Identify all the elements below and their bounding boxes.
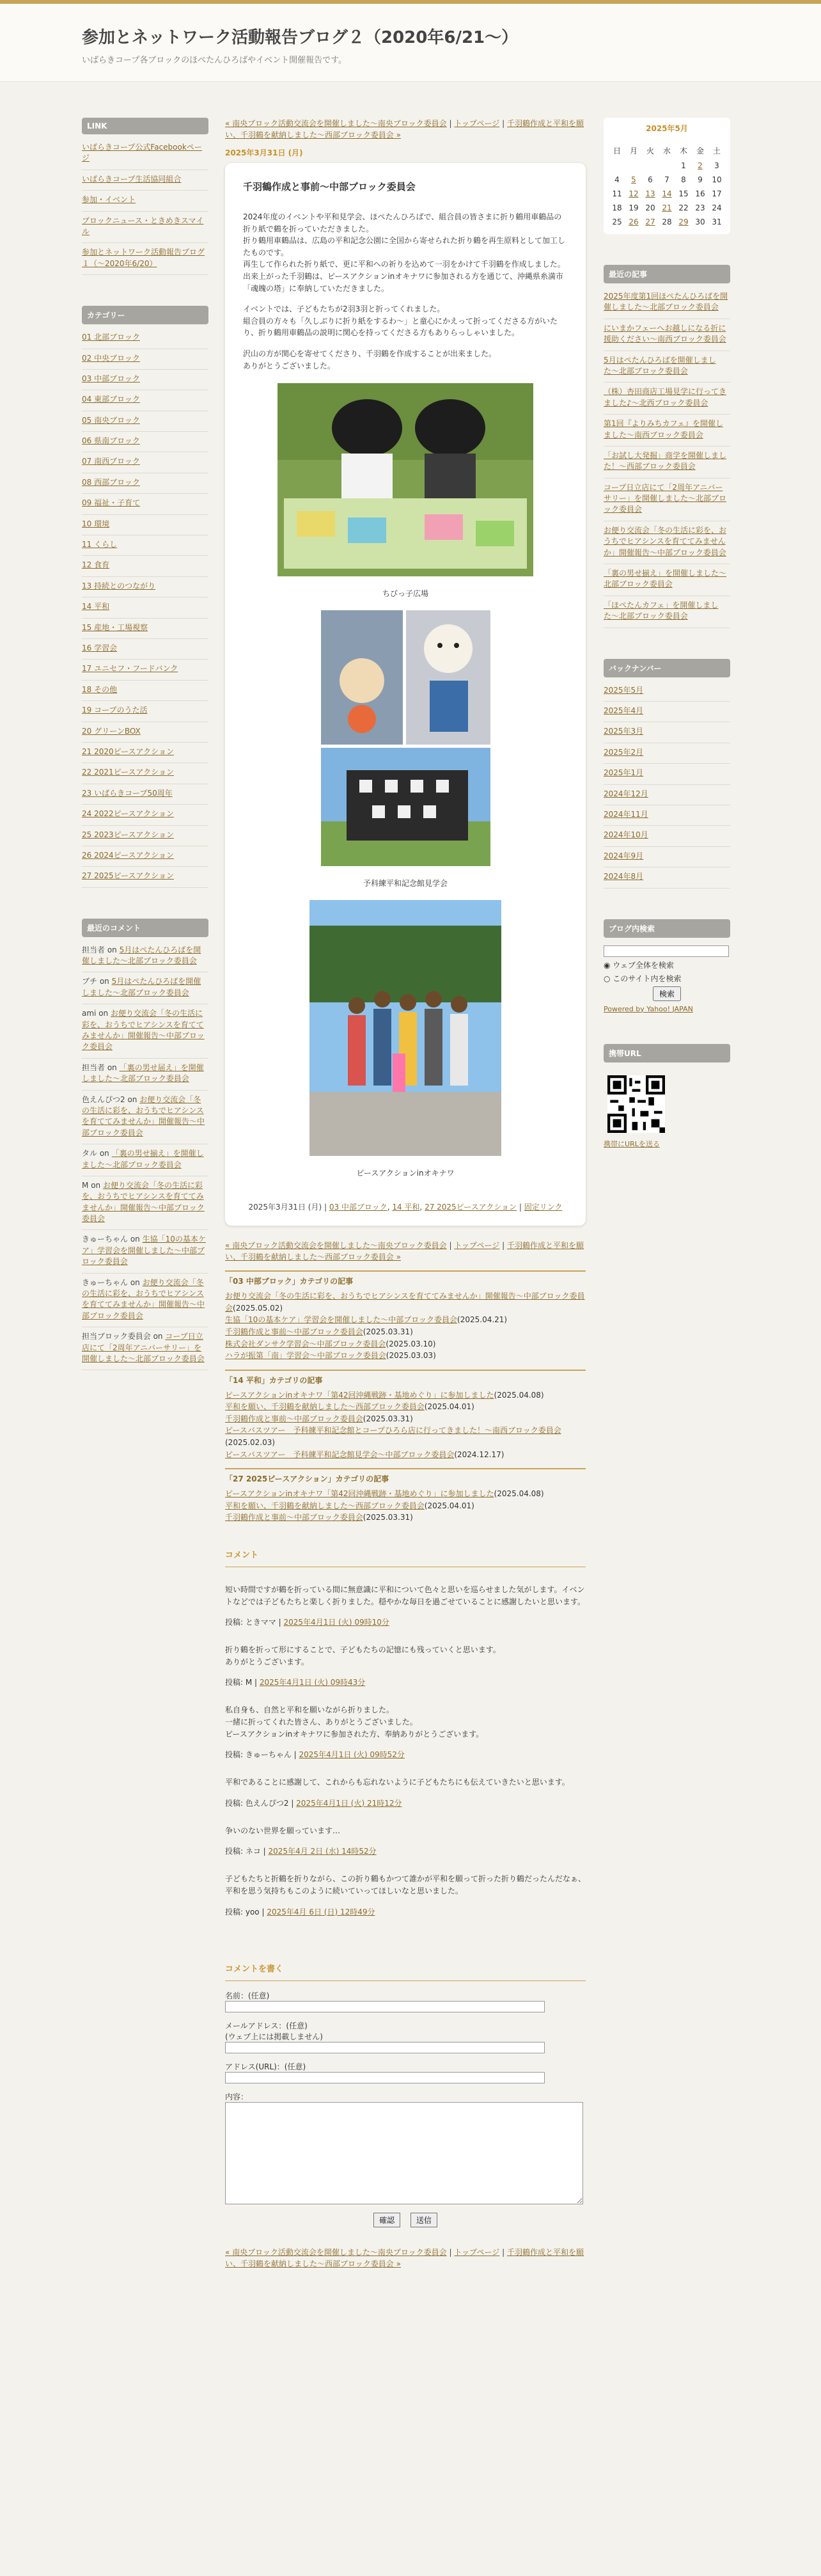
left-sidebar — [82, 118, 208, 1401]
calendar-day[interactable]: 26 — [629, 217, 639, 226]
category-article-lists — [225, 1270, 586, 1524]
send-mobile-url-link[interactable]: 携帯にURLを送る — [604, 1139, 660, 1148]
calendar-day: 24 — [712, 203, 722, 212]
top-page-link[interactable]: トップページ — [454, 2247, 500, 2257]
calendar-day[interactable]: 14 — [662, 189, 672, 198]
nav-separator: | — [446, 119, 455, 128]
mobile-url-heading: 携帯URL — [604, 1044, 730, 1063]
category-link[interactable]: 27 2025ピースアクション — [82, 867, 208, 887]
comment-body-field[interactable] — [225, 2102, 583, 2204]
comment-author: 担当者 — [82, 1063, 106, 1072]
calendar-day: 3 — [714, 161, 719, 170]
recent-comment-item — [82, 941, 208, 973]
calendar-weekday: 土 — [712, 146, 721, 155]
comment-timestamp-link[interactable]: 2025年4月 2日 (水) 14時52分 — [268, 1847, 377, 1856]
recent-post-link[interactable]: 2025年度第1回ほぺたんひろばを開催しました〜北部ブロック委員会 — [604, 287, 730, 319]
comment-author: タル — [82, 1149, 98, 1158]
category-name-link[interactable]: 「14 平和」 — [225, 1375, 269, 1385]
calendar-weekday: 月 — [629, 146, 637, 155]
comment-form — [225, 1990, 586, 2227]
category-link[interactable]: 19 コープのうた活 — [82, 701, 208, 722]
category-link[interactable]: 10 環境 — [82, 515, 208, 535]
calendar-day: 25 — [612, 217, 622, 226]
next-post-link[interactable]: 千羽鶴作成と平和を願い、千羽鶴を献納しました〜西部ブロック委員会 » — [225, 119, 584, 139]
prev-post-link[interactable]: « 南央ブロック活動交流会を開催しました〜南央ブロック委員会 — [225, 2247, 447, 2257]
recent-post-link[interactable]: 「お試し大発掘」商学を開催しました！〜西部ブロック委員会 — [604, 446, 730, 478]
category-article-date: (2025.03.31) — [363, 1513, 413, 1522]
recent-post-link[interactable]: 「裏の男せ揃え」を開催しました〜北部ブロック委員会 — [604, 564, 730, 596]
calendar-day: 19 — [629, 203, 639, 212]
search-button[interactable]: 検索 — [653, 986, 681, 1001]
site-header — [0, 4, 821, 82]
category-article-link[interactable]: 千羽鶴作成と事前〜中部ブロック委員会 — [225, 1414, 363, 1423]
url-label: アドレス(URL)：(任意) — [225, 2062, 306, 2071]
category-article-date: (2025.03.03) — [386, 1351, 436, 1361]
recent-posts-heading: 最近の記事 — [604, 265, 730, 283]
nav-separator: | — [446, 1241, 455, 1251]
confirm-button[interactable]: 確認 — [373, 2213, 400, 2227]
category-article-date: (2025.04.01) — [424, 1501, 474, 1510]
comment-author: 投稿: M — [225, 1678, 253, 1687]
category-suffix: カテゴリの記事 — [299, 1277, 354, 1286]
blog-search-box — [604, 919, 730, 1013]
comment-author: 投稿: yoo — [225, 1907, 260, 1916]
comment-timestamp-link[interactable]: 2025年4月1日 (火) 09時52分 — [299, 1750, 405, 1760]
comment-post-link[interactable]: お便り交流会「冬の生活に彩を、おうちでヒアシンスを育ててみませんか」開催報告〜中部ブロック委員会 — [82, 1180, 205, 1224]
body-label: 内容： — [225, 2092, 249, 2101]
prev-post-link[interactable]: « 南央ブロック活動交流会を開催しました〜南央ブロック委員会 — [225, 119, 447, 128]
calendar-day — [609, 159, 625, 173]
main-content — [225, 118, 586, 2270]
sidebar-link[interactable]: いばらきコープ公式Facebookページ — [82, 138, 208, 170]
calendar-day: 9 — [698, 175, 703, 184]
entry-footer: 2025年3月31日 (月) | 03 中部ブロック, 14 平和, 27 2025ピースアクション | 固定リンク — [248, 1203, 563, 1212]
calendar-day: 8 — [681, 175, 686, 184]
category-article-date: (2025.03.31) — [363, 1414, 413, 1423]
search-scope-web[interactable]: ◉ ウェブ全体を検索 — [604, 960, 674, 970]
calendar-day: 10 — [712, 175, 722, 184]
category-article-item — [225, 1512, 586, 1524]
calendar-day: 20 — [645, 203, 655, 212]
backnumber-box — [604, 659, 730, 889]
calendar-day[interactable]: 29 — [678, 217, 689, 226]
link-box-heading: LINK — [82, 118, 208, 134]
calendar-weekday: 木 — [679, 146, 687, 155]
calendar-day: 1 — [681, 161, 686, 170]
calendar-weekday: 金 — [696, 146, 704, 155]
comment-post-link[interactable]: 5月はぺたんひろばを開催しました〜北部ブロック委員会 — [82, 977, 201, 997]
category-link[interactable]: 17 ユニセフ・フードバンク — [82, 660, 208, 680]
category-suffix: カテゴリの記事 — [335, 1474, 389, 1484]
category-article-item — [225, 1338, 586, 1350]
backnumber-list — [604, 681, 730, 889]
comment-on: on — [107, 1063, 117, 1072]
calendar-day: 22 — [678, 203, 689, 212]
category-link[interactable]: 14 平和 — [82, 597, 208, 618]
calendar-day: 4 — [614, 175, 620, 184]
calendar-day[interactable]: 5 — [631, 175, 636, 184]
email-note: (ウェブ上には掲載しません) — [225, 2032, 323, 2041]
comment-on: on — [98, 1009, 109, 1018]
comment-on: on — [99, 977, 109, 986]
category-article-item — [225, 1290, 586, 1314]
category-link[interactable]: 13 持続とのつながり — [82, 577, 208, 597]
sidebar-link[interactable]: いばらきコープ生活協同組合 — [82, 170, 208, 191]
comment-timestamp-link[interactable]: 2025年4月 6日 (日) 12時49分 — [267, 1907, 375, 1916]
prev-post-link[interactable]: « 南央ブロック活動交流会を開催しました〜南央ブロック委員会 — [225, 1241, 447, 1251]
comment-text: 折り鶴を折って形にすることで、子どもたちの記憶にも残っていくと思います。 ありがとうございます。 — [225, 1645, 501, 1666]
calendar-title: 2025年5月 — [646, 124, 688, 133]
backnumber-link[interactable]: 2025年5月 — [604, 681, 730, 702]
comment-form-heading: コメントを書く — [225, 1962, 586, 1981]
mobile-url-box — [604, 1044, 730, 1149]
category-article-link[interactable]: 千羽鶴作成と事前〜中部ブロック委員会 — [225, 1513, 363, 1522]
calendar-day: 31 — [712, 217, 722, 226]
recent-post-link[interactable]: 5月はぺたんひろばを開催しました〜北部ブロック委員会 — [604, 351, 730, 383]
category-article-title — [225, 1473, 586, 1484]
category-article-date: (2025.04.08) — [494, 1390, 544, 1400]
sidebar-link[interactable]: ブロックニュース・ときめきスマイル — [82, 212, 208, 244]
comment-post-link[interactable]: コープ日立店にて「2周年アニバーサリー」を開催しました〜北部ブロック委員会 — [82, 1332, 205, 1363]
qr-code-icon — [607, 1075, 665, 1133]
backnumber-link[interactable]: 2025年1月 — [604, 764, 730, 784]
calendar-day: 7 — [664, 175, 669, 184]
recent-comment-item — [82, 1274, 208, 1328]
calendar-day — [659, 159, 675, 173]
category-link[interactable]: 02 中央ブロック — [82, 349, 208, 370]
comment-on: on — [91, 1180, 101, 1190]
recent-posts-list — [604, 287, 730, 628]
entry-date-header: 2025年3月31日 (月) — [225, 148, 303, 157]
category-article-date: (2025.03.10) — [386, 1339, 436, 1348]
backnumber-heading: バックナンバー — [604, 659, 730, 677]
comment-text: 私自身も、自然と平和を願いながら折りました。 一緒に折ってくれた皆さん、ありがとうございました。 ピースアクションinオキナワに参加された方、奉納ありがとうございます。 — [225, 1705, 484, 1739]
calendar-day: 30 — [695, 217, 705, 226]
calendar-weekday: 火 — [646, 146, 654, 155]
comment-author: きゅーちゃん — [82, 1235, 129, 1244]
category-article-title — [225, 1276, 586, 1286]
comment-text: 平和であることに感謝して、これからも忘れないように子どもたちにも伝えていきたいと思います。 — [225, 1778, 570, 1787]
category-article-date: (2025.04.08) — [494, 1489, 544, 1499]
category-link[interactable]: 24 2022ピースアクション — [82, 805, 208, 825]
comment-post-link[interactable]: 生協「10の基本ケア」学習会を開催しました〜中部ブロック委員会 — [82, 1235, 206, 1267]
category-link[interactable]: 07 南西ブロック — [82, 452, 208, 473]
category-article-link[interactable]: 平和を願い、千羽鶴を献納しました〜西部ブロック委員会 — [225, 1501, 425, 1510]
calendar-day: 17 — [712, 189, 722, 198]
category-article-item — [225, 1314, 586, 1326]
category-list — [82, 328, 208, 888]
category-article-date: (2025.04.21) — [457, 1315, 508, 1325]
comment-author: 投稿: ネコ — [225, 1847, 261, 1856]
comment-author: M — [82, 1180, 89, 1190]
category-article-block — [225, 1370, 586, 1461]
calendar-day: 16 — [695, 189, 705, 198]
category-article-date: (2025.03.31) — [363, 1327, 413, 1336]
sidebar-link[interactable]: 参加・イベント — [82, 191, 208, 211]
category-article-item — [225, 1500, 586, 1512]
name-label: 名前：(任意) — [225, 1991, 270, 2000]
comment-post-link[interactable]: お便り交流会「冬の生活に彩を、おうちでヒアシンスを育ててみませんか」開催報告〜中部ブロック委員会 — [82, 1277, 205, 1320]
backnumber-link[interactable]: 2024年10月 — [604, 826, 730, 846]
category-link[interactable]: 20 グリーンBOX — [82, 722, 208, 743]
comment-on: on — [99, 1149, 109, 1158]
recent-post-link[interactable]: にいまかフェーへお越しになる折に援助ください〜南西ブロック委員会 — [604, 319, 730, 351]
category-link[interactable]: 04 東部ブロック — [82, 390, 208, 411]
post-nav-top — [225, 118, 586, 141]
category-box — [82, 306, 208, 888]
comment-post-link[interactable]: 5月はぺたんひろばを開催しました〜北部ブロック委員会 — [82, 945, 201, 966]
entry-card — [225, 163, 586, 1226]
category-article-date: (2024.12.17) — [454, 1450, 504, 1459]
comment-author: 投稿: ときママ — [225, 1618, 276, 1627]
comment-timestamp-link[interactable]: 2025年4月1日 (火) 21時12分 — [296, 1798, 402, 1808]
category-article-item — [225, 1413, 586, 1425]
category-link[interactable]: 05 南央ブロック — [82, 411, 208, 432]
category-link[interactable]: 16 学習会 — [82, 639, 208, 660]
entry-category-link[interactable]: 27 2025ピースアクション — [425, 1203, 517, 1212]
nav-separator: | — [499, 119, 507, 128]
post-nav-footer — [225, 2247, 586, 2270]
category-link[interactable]: 18 その他 — [82, 681, 208, 701]
url-field[interactable] — [225, 2072, 545, 2083]
comment-author: 担当ブロック委員会 — [82, 1332, 151, 1341]
comment-meta: 投稿: 色えんぴつ2 | 2025年4月1日 (火) 21時12分 — [225, 1798, 402, 1808]
entry-category-link[interactable]: 14 平和 — [392, 1203, 420, 1212]
category-article-date: (2025.02.03) — [225, 1438, 276, 1448]
recent-comment-item — [82, 1004, 208, 1059]
category-article-link[interactable]: 株式会社ダンサク学習会〜中部ブロック委員会 — [225, 1339, 386, 1348]
category-article-item — [225, 1350, 586, 1362]
calendar-day[interactable]: 12 — [629, 189, 639, 198]
photo-caption: ピースアクションinオキナワ — [356, 1169, 455, 1178]
recent-comment-item — [82, 972, 208, 1004]
calendar-day: 15 — [678, 189, 689, 198]
calendar-weekday: 水 — [662, 146, 671, 155]
recent-post-link[interactable]: 第1回『よりみちカフェ』を開催しました〜南西ブロック委員会 — [604, 415, 730, 446]
category-link[interactable]: 01 北部ブロック — [82, 328, 208, 349]
backnumber-link[interactable]: 2025年3月 — [604, 722, 730, 743]
comment-on: on — [107, 945, 117, 954]
calendar-day[interactable]: 21 — [662, 203, 672, 212]
category-suffix: カテゴリの記事 — [269, 1375, 323, 1385]
category-article-item — [225, 1389, 586, 1402]
category-article-link[interactable]: 生協「10の基本ケア」学習会を開催しました〜中部ブロック委員会 — [225, 1315, 458, 1325]
backnumber-link[interactable]: 2025年2月 — [604, 743, 730, 764]
photo-okinawa-group[interactable] — [309, 900, 501, 1156]
calendar-day — [625, 159, 642, 173]
comment-meta: 投稿: きゅーちゃん | 2025年4月1日 (火) 09時52分 — [225, 1750, 405, 1760]
backnumber-link[interactable]: 2024年8月 — [604, 867, 730, 888]
recent-comments-box — [82, 919, 208, 1371]
permalink[interactable]: 固定リンク — [524, 1203, 563, 1212]
entry-title: 千羽鶴作成と事前〜中部ブロック委員会 — [243, 181, 416, 193]
blog-search-heading: ブログ内検索 — [604, 919, 730, 938]
calendar-day[interactable]: 2 — [698, 161, 703, 170]
calendar-weekday: 日 — [613, 146, 621, 155]
category-article-link[interactable]: ピースアクションinオキナワ「第42回沖縄戦跡・基地めぐり」に参加しました — [225, 1489, 494, 1499]
category-name-link[interactable]: 「03 中部ブロック」 — [225, 1277, 300, 1286]
recent-comments-list — [82, 941, 208, 1371]
calendar — [604, 118, 730, 234]
category-article-item — [225, 1326, 586, 1338]
photo-collage-museum[interactable] — [321, 610, 490, 866]
recent-comment-item — [82, 1144, 208, 1176]
recent-comments-heading: 最近のコメント — [82, 919, 208, 937]
top-page-link[interactable]: トップページ — [454, 1241, 500, 1251]
category-link[interactable]: 23 いばらきコープ50周年 — [82, 784, 208, 805]
recent-post-link[interactable]: （株）杏田商店工場見学に行ってきました♪〜北西ブロック委員会 — [604, 383, 730, 415]
comment-text: 子どもたちと折鶴を折りながら、この折り鶴もかつて誰かが平和を願って折った折り鶴だったんだなぁ、平和を思う気持ちもこのように続いていってほしいなと思いました。 — [225, 1874, 586, 1895]
category-article-item — [225, 1425, 586, 1448]
calendar-table — [609, 143, 725, 229]
category-link[interactable]: 06 県南ブロック — [82, 432, 208, 452]
backnumber-link[interactable]: 2025年4月 — [604, 702, 730, 722]
calendar-day[interactable]: 13 — [645, 189, 655, 198]
comment-author: ブチ — [82, 977, 98, 986]
link-box — [82, 118, 208, 275]
category-article-date: (2025.05.02) — [233, 1303, 283, 1313]
comment-meta: 投稿: ネコ | 2025年4月 2日 (水) 14時52分 — [225, 1847, 377, 1856]
email-field[interactable] — [225, 2042, 545, 2053]
calendar-day: 28 — [662, 217, 672, 226]
next-post-link[interactable]: 千羽鶴作成と平和を願い、千羽鶴を献納しました〜西部ブロック委員会 » — [225, 2247, 584, 2268]
backnumber-link[interactable]: 2024年12月 — [604, 785, 730, 805]
category-article-link[interactable]: ピースアクションinオキナワ「第42回沖縄戦跡・基地めぐり」に参加しました — [225, 1390, 494, 1400]
recent-posts-box — [604, 265, 730, 628]
recent-comment-item — [82, 1176, 208, 1231]
comment-post-link[interactable]: 「裏の男せ届え」を開催しました〜北部ブロック委員会 — [82, 1063, 204, 1084]
entry-paragraph: 2024年度のイベントや平和見学会、ほぺたんひろばで、組合員の皆さまに折り鶴用車鶴品の折り紙で鶴を折っていただきました。 折り鶴用車鶴品は、広島の平和記念公園に全国から寄せられた折り鶴を再生原料として加工したものです。 再生して作られた折り紙で、更に平和への祈りを込めて一羽をかけて千羽鶴を作成しました。 出来上がった千羽鶴は、ピースアクションinオキナワに参加される方を通じて、沖縄県糸満市「魂魄の塔」に奉納していただきました。 — [243, 212, 566, 293]
calendar-day: 11 — [612, 189, 622, 198]
recent-comment-item — [82, 1059, 208, 1091]
comment-timestamp-link[interactable]: 2025年4月1日 (火) 09時10分 — [283, 1618, 389, 1627]
category-box-heading: カテゴリー — [82, 306, 208, 324]
right-sidebar — [604, 118, 730, 1180]
nav-separator: | — [499, 1241, 507, 1251]
search-scope-site-label: このサイト内を検索 — [613, 974, 682, 983]
comment-on: on — [127, 1094, 137, 1104]
category-article-title — [225, 1375, 586, 1386]
nav-separator: | — [446, 2247, 455, 2257]
category-article-link[interactable]: 平和を願い、千羽鶴を献納しました〜西部ブロック委員会 — [225, 1402, 425, 1412]
recent-comment-item — [82, 1091, 208, 1145]
recent-comment-item — [82, 1230, 208, 1273]
category-article-link[interactable]: お便り交流会「冬の生活に彩を、おうちでヒアシンスを育ててみませんか」開催報告〜中部ブロック委員会 — [225, 1292, 585, 1313]
recent-post-link[interactable]: お便り交流会「冬の生活に彩を、おうちでヒアシンスを育ててみませんか」開催報告〜中部ブロック委員会 — [604, 521, 730, 564]
category-link[interactable]: 26 2024ピースアクション — [82, 846, 208, 867]
yahoo-powered-link[interactable]: Powered by Yahoo! JAPAN — [604, 1004, 693, 1013]
comment-text: 争いのない世界を願っています… — [225, 1826, 341, 1835]
category-article-link[interactable]: ハラが振第「南」学習会〜中部ブロック委員会 — [225, 1351, 386, 1361]
comment-author: ami — [82, 1009, 97, 1018]
category-article-link[interactable]: 千羽鶴作成と事前〜中部ブロック委員会 — [225, 1327, 363, 1336]
photo-kids-folding-cranes[interactable] — [278, 383, 533, 576]
post-nav-bottom — [225, 1240, 586, 1263]
category-link[interactable]: 08 西部ブロック — [82, 473, 208, 494]
category-link[interactable]: 11 くらし — [82, 535, 208, 556]
comment-post-link[interactable]: お便り交流会「冬の生活に彩を、おうちでヒアシンスを育ててみませんか」開催報告〜中部ブロック委員会 — [82, 1094, 205, 1137]
calendar-day: 18 — [612, 203, 622, 212]
top-page-link[interactable]: トップページ — [454, 119, 500, 128]
comment-meta: 投稿: yoo | 2025年4月 6日 (日) 12時49分 — [225, 1907, 375, 1916]
recent-post-link[interactable]: コープ日立店にて「2周年アニバーサリー」を開催しました〜北部ブロック委員会 — [604, 478, 730, 521]
comment-post-link[interactable]: 「裏の男せ揃え」を開催しました〜北部ブロック委員会 — [82, 1149, 204, 1169]
category-link[interactable]: 21 2020ピースアクション — [82, 743, 208, 763]
category-article-link[interactable]: ピースバスツアー 予科練平和記念館とコープひろら店に行ってきました！〜南西ブロック委員会 — [225, 1426, 561, 1435]
entry-foot-date: 2025年3月31日 (月) — [248, 1203, 322, 1212]
category-article-item — [225, 1488, 586, 1500]
sidebar-link[interactable]: 参加とネットワーク活動報告ブログ１（〜2020年6/20） — [82, 243, 208, 275]
search-scope-web-label: ウェブ全体を検索 — [613, 960, 674, 970]
calendar-day: 6 — [648, 175, 653, 184]
backnumber-link[interactable]: 2024年9月 — [604, 847, 730, 867]
search-input[interactable] — [604, 945, 729, 957]
comment-author: きゅーちゃん — [82, 1277, 129, 1287]
category-article-link[interactable]: ピースバスツアー 予科練平和記念館見学会〜中部ブロック委員会 — [225, 1450, 455, 1459]
comment-on: on — [153, 1332, 163, 1341]
recent-comment-item — [82, 1327, 208, 1370]
category-article-block — [225, 1270, 586, 1362]
comments-heading: コメント — [225, 1548, 586, 1567]
next-post-link[interactable]: 千羽鶴作成と平和を願い、千羽鶴を献納しました〜西部ブロック委員会 » — [225, 1241, 584, 1262]
search-scope-site[interactable]: ○ このサイト内を検索 — [604, 974, 682, 983]
site-title[interactable]: 参加とネットワーク活動報告ブログ２（2020年6/21〜） — [82, 28, 519, 47]
category-link[interactable]: 25 2023ピースアクション — [82, 826, 208, 846]
comment-text: 短い時間ですが鶴を折っている間に無意識に平和について色々と思いを巡らせました気がします。イベントなどでは子どもたちと楽しく折りました。穏やかな毎日を過ごせていることに感謝したいと思います。 — [225, 1585, 586, 1606]
photo-caption: ちびっ子広場 — [382, 589, 428, 599]
comment-author: 担当者 — [82, 945, 106, 954]
comment-on: on — [130, 1277, 140, 1287]
category-link[interactable]: 12 食育 — [82, 556, 208, 576]
category-article-item — [225, 1449, 586, 1461]
category-link[interactable]: 15 産地・工場視察 — [82, 619, 208, 639]
comment-author: 投稿: 色えんぴつ2 — [225, 1798, 289, 1808]
nav-separator: | — [499, 2247, 507, 2257]
comment-timestamp-link[interactable]: 2025年4月1日 (火) 09時43分 — [259, 1678, 366, 1687]
entry-paragraph: 沢山の方が関心を寄せてくださり、千羽鶴を作成することが出来ました。 ありがとうございました。 — [243, 349, 497, 370]
comment-list — [225, 1584, 586, 1917]
email-label: メールアドレス：(任意) — [225, 2021, 308, 2030]
submit-button[interactable]: 送信 — [410, 2213, 437, 2227]
category-article-block — [225, 1468, 586, 1524]
comment-meta: 投稿: M | 2025年4月1日 (火) 09時43分 — [225, 1678, 366, 1687]
category-link[interactable]: 22 2021ピースアクション — [82, 763, 208, 784]
name-field[interactable] — [225, 2001, 545, 2012]
photo-caption: 予科練平和記念館見学会 — [363, 879, 448, 889]
calendar-day — [642, 159, 659, 173]
category-article-item — [225, 1401, 586, 1413]
form-buttons — [225, 2213, 586, 2227]
category-article-date: (2025.04.01) — [424, 1402, 474, 1412]
entry-paragraph: イベントでは、子どもたちが2羽3羽と折ってくれました。 組合員の方々も「久しぶりに折り紙をするわ〜」と童心にかえって折ってくださる方がいたり、折り鶴用車鶴品の説明に関心を持ってくださる方もありらっしゃいました。 — [243, 304, 558, 338]
calendar-day: 23 — [695, 203, 705, 212]
backnumber-link[interactable]: 2024年11月 — [604, 805, 730, 826]
comment-author: 色えんぴつ2 — [82, 1094, 125, 1104]
calendar-day[interactable]: 27 — [645, 217, 655, 226]
comment-post-link[interactable]: お便り交流会「冬の生活に彩を、おうちでヒアシンスを育ててみませんか」開催報告〜中部ブロック委員会 — [82, 1009, 205, 1052]
entry-category-link[interactable]: 03 中部ブロック — [329, 1203, 387, 1212]
comment-on: on — [130, 1235, 140, 1244]
category-link[interactable]: 03 中部ブロック — [82, 370, 208, 390]
comment-author: 投稿: きゅーちゃん — [225, 1750, 292, 1760]
site-subtitle: いばらきコープ各ブロックのほぺたんひろばやイベント開催報告です。 — [82, 56, 347, 65]
comment-meta: 投稿: ときママ | 2025年4月1日 (火) 09時10分 — [225, 1618, 389, 1627]
category-link[interactable]: 09 福祉・子育て — [82, 494, 208, 514]
category-name-link[interactable]: 「27 2025ピースアクション」 — [225, 1474, 336, 1484]
recent-post-link[interactable]: 「ほぺたんカフェ」を開催しました〜北部ブロック委員会 — [604, 596, 730, 628]
